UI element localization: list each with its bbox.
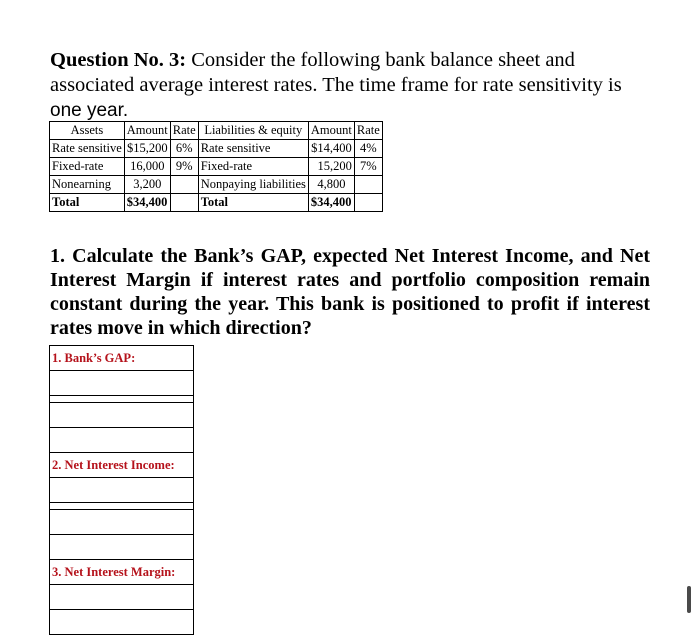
cell-liability-amount: $14,400	[308, 140, 354, 158]
header-rate: Rate	[354, 122, 382, 140]
cell-liability-name: Nonpaying liabilities	[198, 176, 308, 194]
cell-liability-rate: 4%	[354, 140, 382, 158]
question-last-line: one year.	[50, 100, 129, 121]
cell-total-liabilities: $34,400	[308, 194, 354, 212]
table-header-row	[50, 122, 383, 140]
header-amount: Amount	[308, 122, 354, 140]
answer-label-nim: 3. Net Interest Margin:	[50, 560, 193, 585]
answer-label-nii: 2. Net Interest Income:	[50, 453, 193, 478]
answer-box	[49, 345, 194, 635]
cell-liability-amount: 15,200	[308, 158, 354, 176]
answer-field-nii-3[interactable]	[50, 535, 193, 560]
table-total-row	[50, 194, 383, 212]
answer-field-gap-2[interactable]	[50, 403, 193, 428]
question-text	[50, 48, 650, 123]
answer-field-nii-2[interactable]	[50, 510, 193, 535]
cell-asset-amount: $15,200	[124, 140, 170, 158]
balance-sheet-table	[49, 121, 383, 212]
scrollbar-thumb[interactable]	[687, 586, 691, 613]
cell-liability-name: Fixed-rate	[198, 158, 308, 176]
answer-field-gap-1[interactable]	[50, 371, 193, 396]
answer-field-nii-1[interactable]	[50, 478, 193, 503]
cell-total-label: Total	[198, 194, 308, 212]
answer-divider	[50, 396, 193, 403]
question-body: Consider the following bank balance sheet and associated average interest rates. The time frame for rate sensitivity is	[50, 49, 622, 96]
table-row	[50, 158, 383, 176]
answer-label-gap: 1. Bank’s GAP:	[50, 346, 193, 371]
answer-field-nim-1[interactable]	[50, 585, 193, 610]
cell-asset-rate	[170, 176, 198, 194]
cell-total-assets: $34,400	[124, 194, 170, 212]
cell-liability-rate	[354, 176, 382, 194]
cell-liability-rate: 7%	[354, 158, 382, 176]
cell-asset-amount: 3,200	[124, 176, 170, 194]
cell-total-rate	[170, 194, 198, 212]
cell-liability-amount: 4,800	[308, 176, 354, 194]
cell-asset-name: Nonearning	[50, 176, 125, 194]
table-row	[50, 176, 383, 194]
cell-asset-name: Fixed-rate	[50, 158, 125, 176]
task-text: 1. Calculate the Bank’s GAP, expected Net Interest Income, and Net Interest Margin if interest rates and portfolio composition remain constant during the year. This bank is positioned to profit if interest rates move in which direction?	[50, 245, 650, 339]
cell-asset-rate: 9%	[170, 158, 198, 176]
answer-field-gap-3[interactable]	[50, 428, 193, 453]
cell-total-label: Total	[50, 194, 125, 212]
cell-asset-amount: 16,000	[124, 158, 170, 176]
question-label: Question No. 3:	[50, 49, 187, 71]
table-row	[50, 140, 383, 158]
cell-total-rate	[354, 194, 382, 212]
cell-asset-name: Rate sensitive	[50, 140, 125, 158]
header-rate: Rate	[170, 122, 198, 140]
cell-liability-name: Rate sensitive	[198, 140, 308, 158]
header-amount: Amount	[124, 122, 170, 140]
cell-asset-rate: 6%	[170, 140, 198, 158]
answer-divider	[50, 503, 193, 510]
header-liabilities: Liabilities & equity	[198, 122, 308, 140]
answer-field-nim-2[interactable]	[50, 610, 193, 635]
header-assets: Assets	[50, 122, 125, 140]
